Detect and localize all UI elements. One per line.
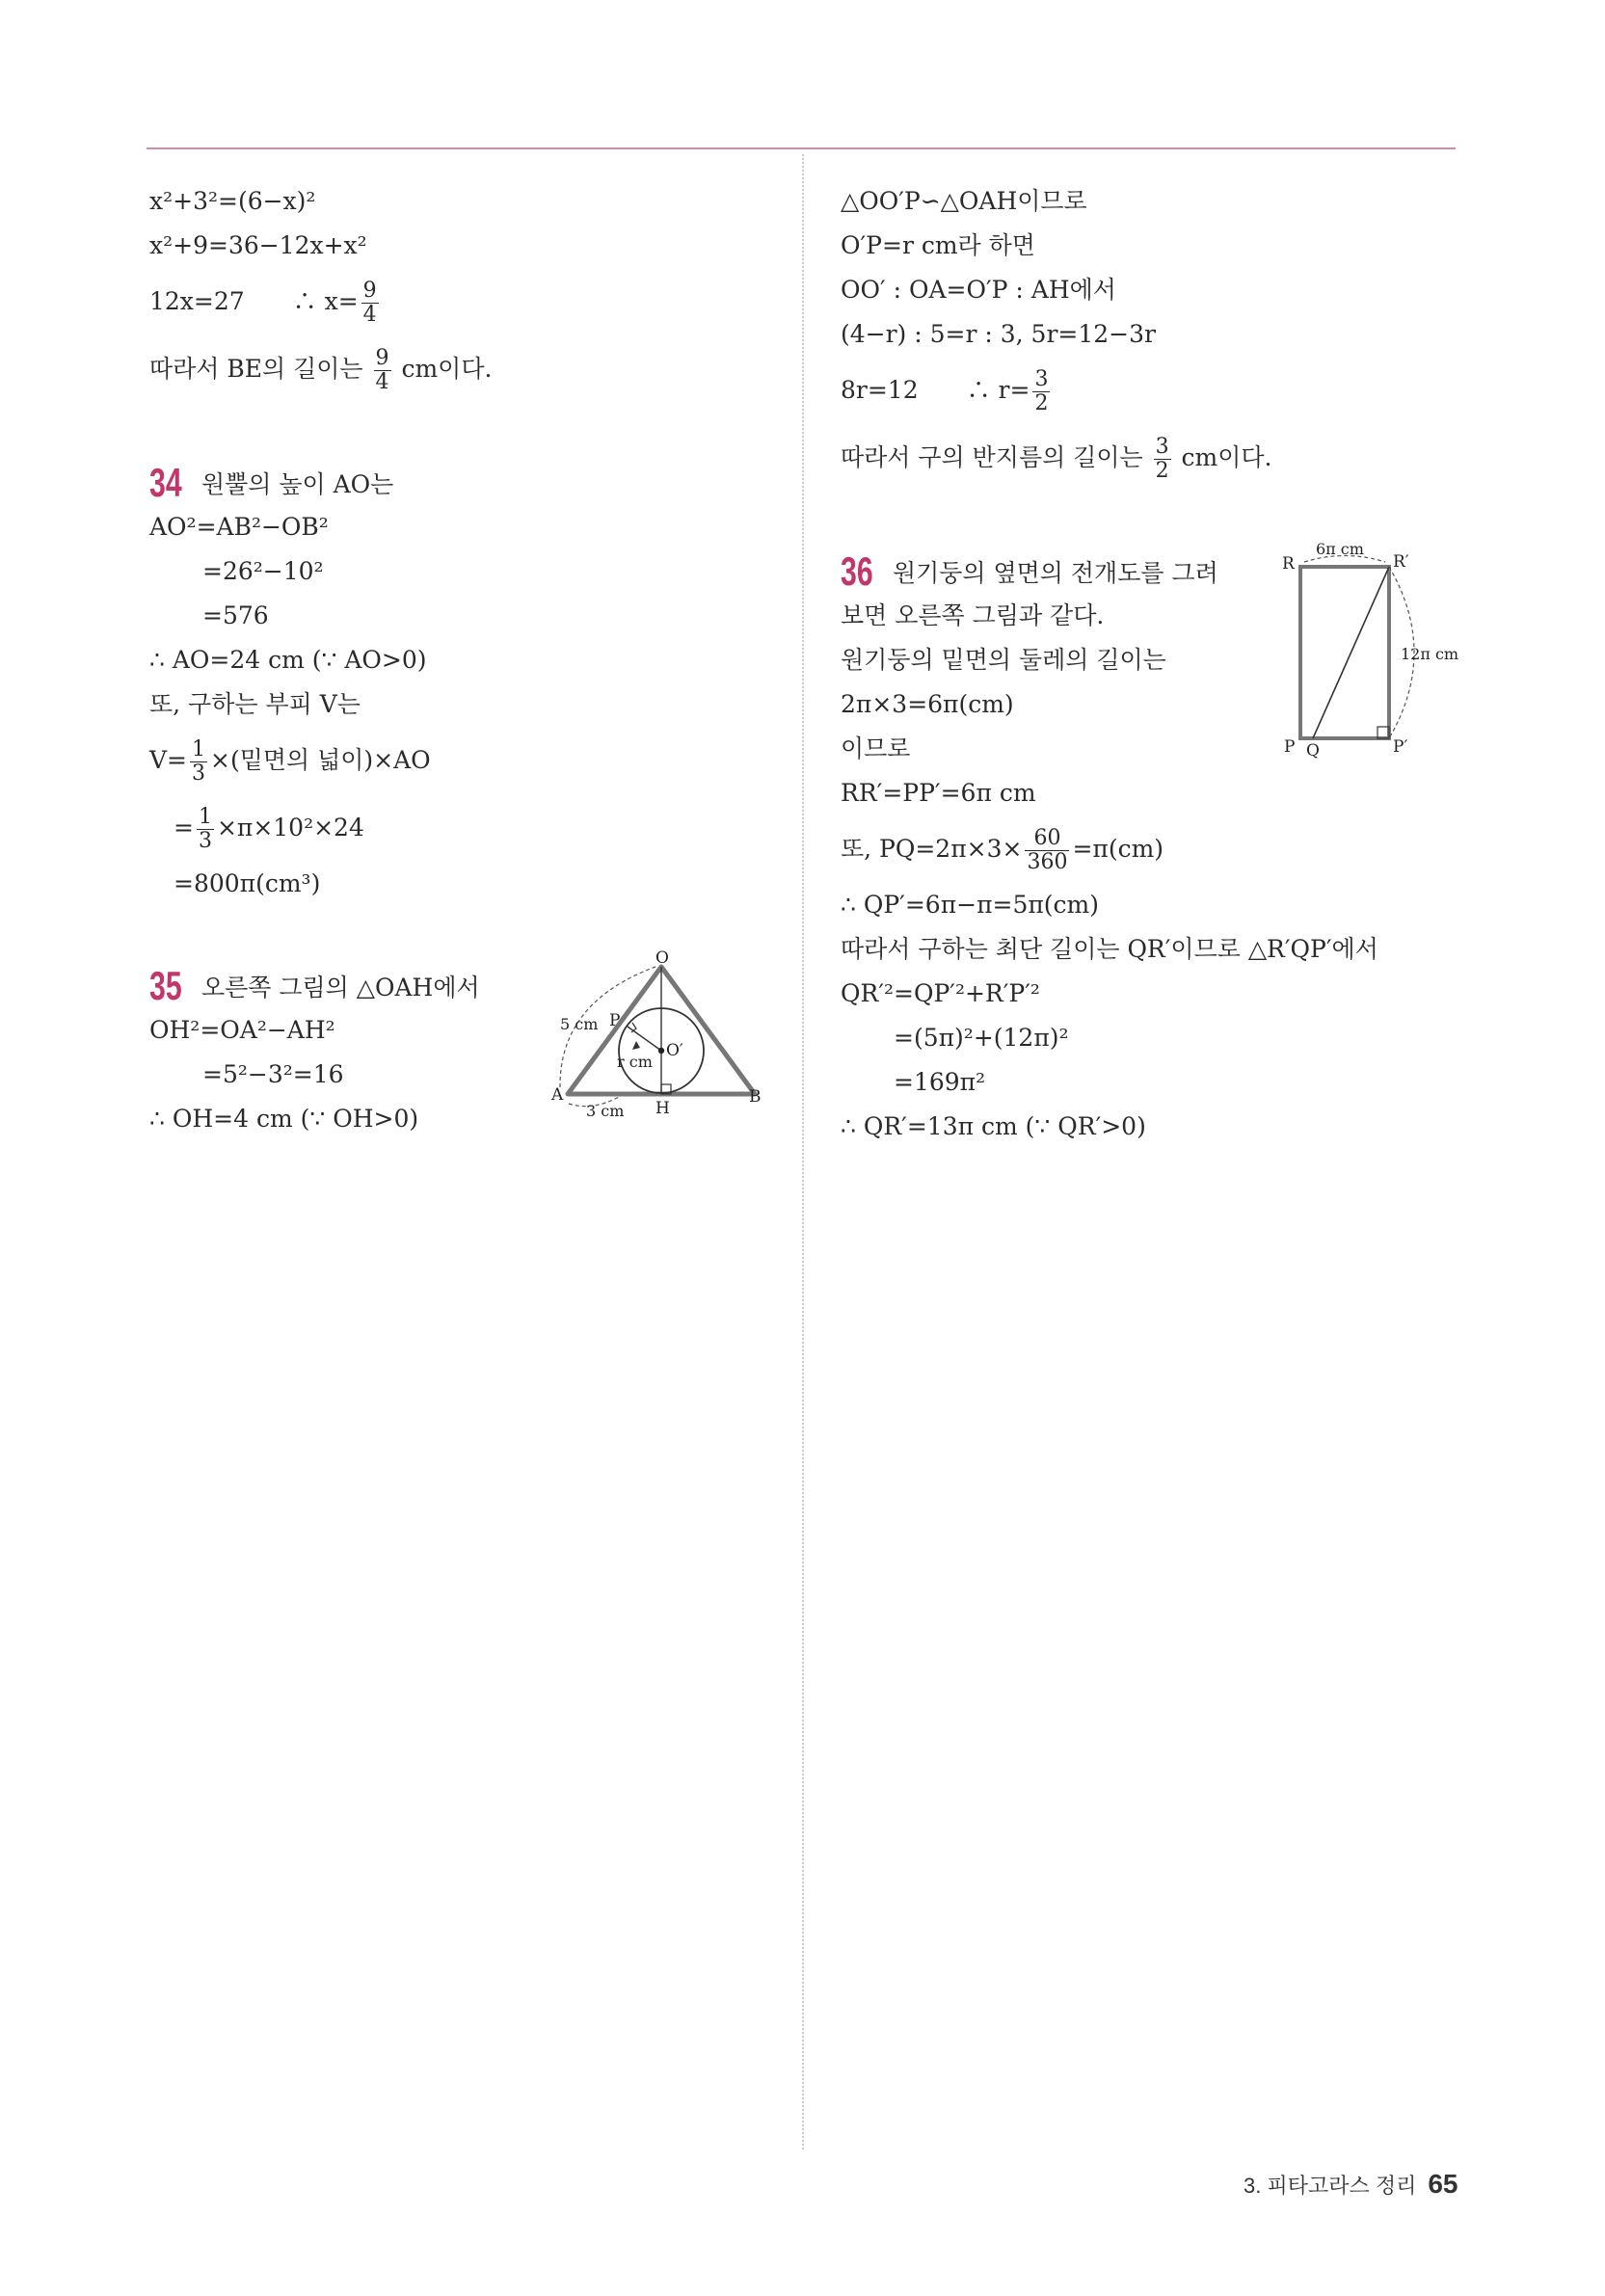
fraction: $\frac{3}{2}$ [1034, 367, 1049, 415]
fraction: $\frac{60}{360}$ [1027, 826, 1068, 874]
math-line: =(5π)²+(12π)² [894, 1024, 1069, 1052]
text-line: 보면 오른쪽 그림과 같다. [841, 601, 1105, 629]
math-line: OH²=OA²−AH² [149, 1016, 335, 1044]
label-side: 5 cm [560, 1015, 599, 1033]
page-footer [1244, 2169, 1458, 2200]
problem-heading-36: 36 원기둥의 옆면의 전개도를 그려 [841, 548, 1218, 594]
problem-number: 34 [149, 460, 182, 505]
fraction: $\frac{9}{4}$ [375, 346, 389, 394]
math-line: ∴ AO=24 cm (∵ AO>0) [149, 646, 427, 674]
fraction: $\frac{9}{4}$ [362, 279, 377, 327]
math-line: =5²−3²=16 [202, 1060, 344, 1088]
label-Q: Q [1306, 741, 1320, 761]
problem-heading-34: 34 원뿔의 높이 AO는 [149, 460, 394, 505]
problem-heading-35: 35 오른쪽 그림의 △OAH에서 [149, 963, 480, 1008]
math-line: =800π(cm³) [174, 869, 321, 897]
math-line: V= $\frac{1}{3}$ ×(밑면의 넓이)×AO [149, 737, 431, 786]
header-rule [147, 147, 1456, 149]
math-line: 또, PQ=2π×3× $\frac{60}{360}$ =π(cm) [841, 826, 1164, 874]
math-line: AO²=AB²−OB² [149, 513, 329, 541]
math-line: x²+9=36−12x+x² [149, 231, 367, 259]
label-P: P [609, 1011, 621, 1030]
math-line: ∴ OH=4 cm (∵ OH>0) [149, 1105, 419, 1133]
text-line: 이므로 [841, 734, 911, 762]
fraction: $\frac{1}{3}$ [198, 805, 212, 853]
label-A: A [551, 1085, 564, 1105]
problem-number: 35 [149, 963, 182, 1008]
label-P: P [1284, 737, 1296, 757]
label-top: 6π cm [1316, 540, 1364, 558]
math-line: = $\frac{1}{3}$ ×π×10²×24 [174, 805, 364, 853]
math-line: ∴ QR′=13π cm (∵ QR′>0) [841, 1112, 1146, 1140]
math-line: 2π×3=6π(cm) [841, 690, 1014, 718]
math-line: x²+3²=(6−x)² [149, 187, 316, 215]
math-line: =26²−10² [202, 557, 324, 585]
fraction: $\frac{1}{3}$ [192, 737, 206, 786]
conclusion-line: 따라서 구의 반지름의 길이는 $\frac{3}{2}$ cm이다. [841, 435, 1272, 483]
label-base: 3 cm [586, 1102, 625, 1118]
label-P-prime: P′ [1393, 737, 1408, 757]
math-line: QR′²=QP′²+R′P′² [841, 979, 1040, 1007]
label-H: H [655, 1099, 670, 1118]
chapter-title: 3. 피타고라스 정리 [1244, 2174, 1417, 2198]
cylinder-net-figure [1277, 538, 1470, 764]
text-line: 따라서 구하는 최단 길이는 QR′이므로 △R′QP′에서 [841, 935, 1378, 963]
label-B: B [749, 1087, 762, 1107]
label-O: O [655, 949, 669, 968]
label-R: R [1282, 554, 1295, 574]
column-divider [802, 154, 804, 2149]
label-O-prime: O′ [666, 1041, 683, 1060]
math-line: ∴ QP′=6π−π=5π(cm) [841, 891, 1100, 919]
math-line: OO′ : OA=O′P : AH에서 [841, 276, 1116, 304]
page-number: 65 [1428, 2169, 1458, 2199]
label-side: 12π cm [1401, 645, 1459, 663]
text-line: 원기둥의 밑면의 둘레의 길이는 [841, 646, 1166, 674]
fraction: $\frac{3}{2}$ [1155, 435, 1169, 483]
math-line: =576 [202, 601, 269, 629]
math-line: RR′=PP′=6π cm [841, 779, 1036, 807]
label-radius: r cm [617, 1053, 653, 1071]
math-line: O′P=r cm라 하면 [841, 231, 1035, 259]
conclusion-line: 따라서 BE의 길이는 $\frac{9}{4}$ cm이다. [149, 346, 493, 394]
problem-number: 36 [841, 548, 873, 594]
math-line: 또, 구하는 부피 V는 [149, 690, 361, 718]
math-line: =169π² [894, 1068, 986, 1096]
math-line: △OO′P∽△OAH이므로 [841, 187, 1087, 215]
math-line: 8r=12 ∴ r= $\frac{3}{2}$ [841, 367, 1049, 415]
math-line: (4−r) : 5=r : 3, 5r=12−3r [841, 320, 1156, 348]
math-line: 12x=27 ∴ x= $\frac{9}{4}$ [149, 279, 377, 327]
cone-sphere-figure [540, 949, 771, 1118]
label-R-prime: R′ [1393, 552, 1409, 572]
